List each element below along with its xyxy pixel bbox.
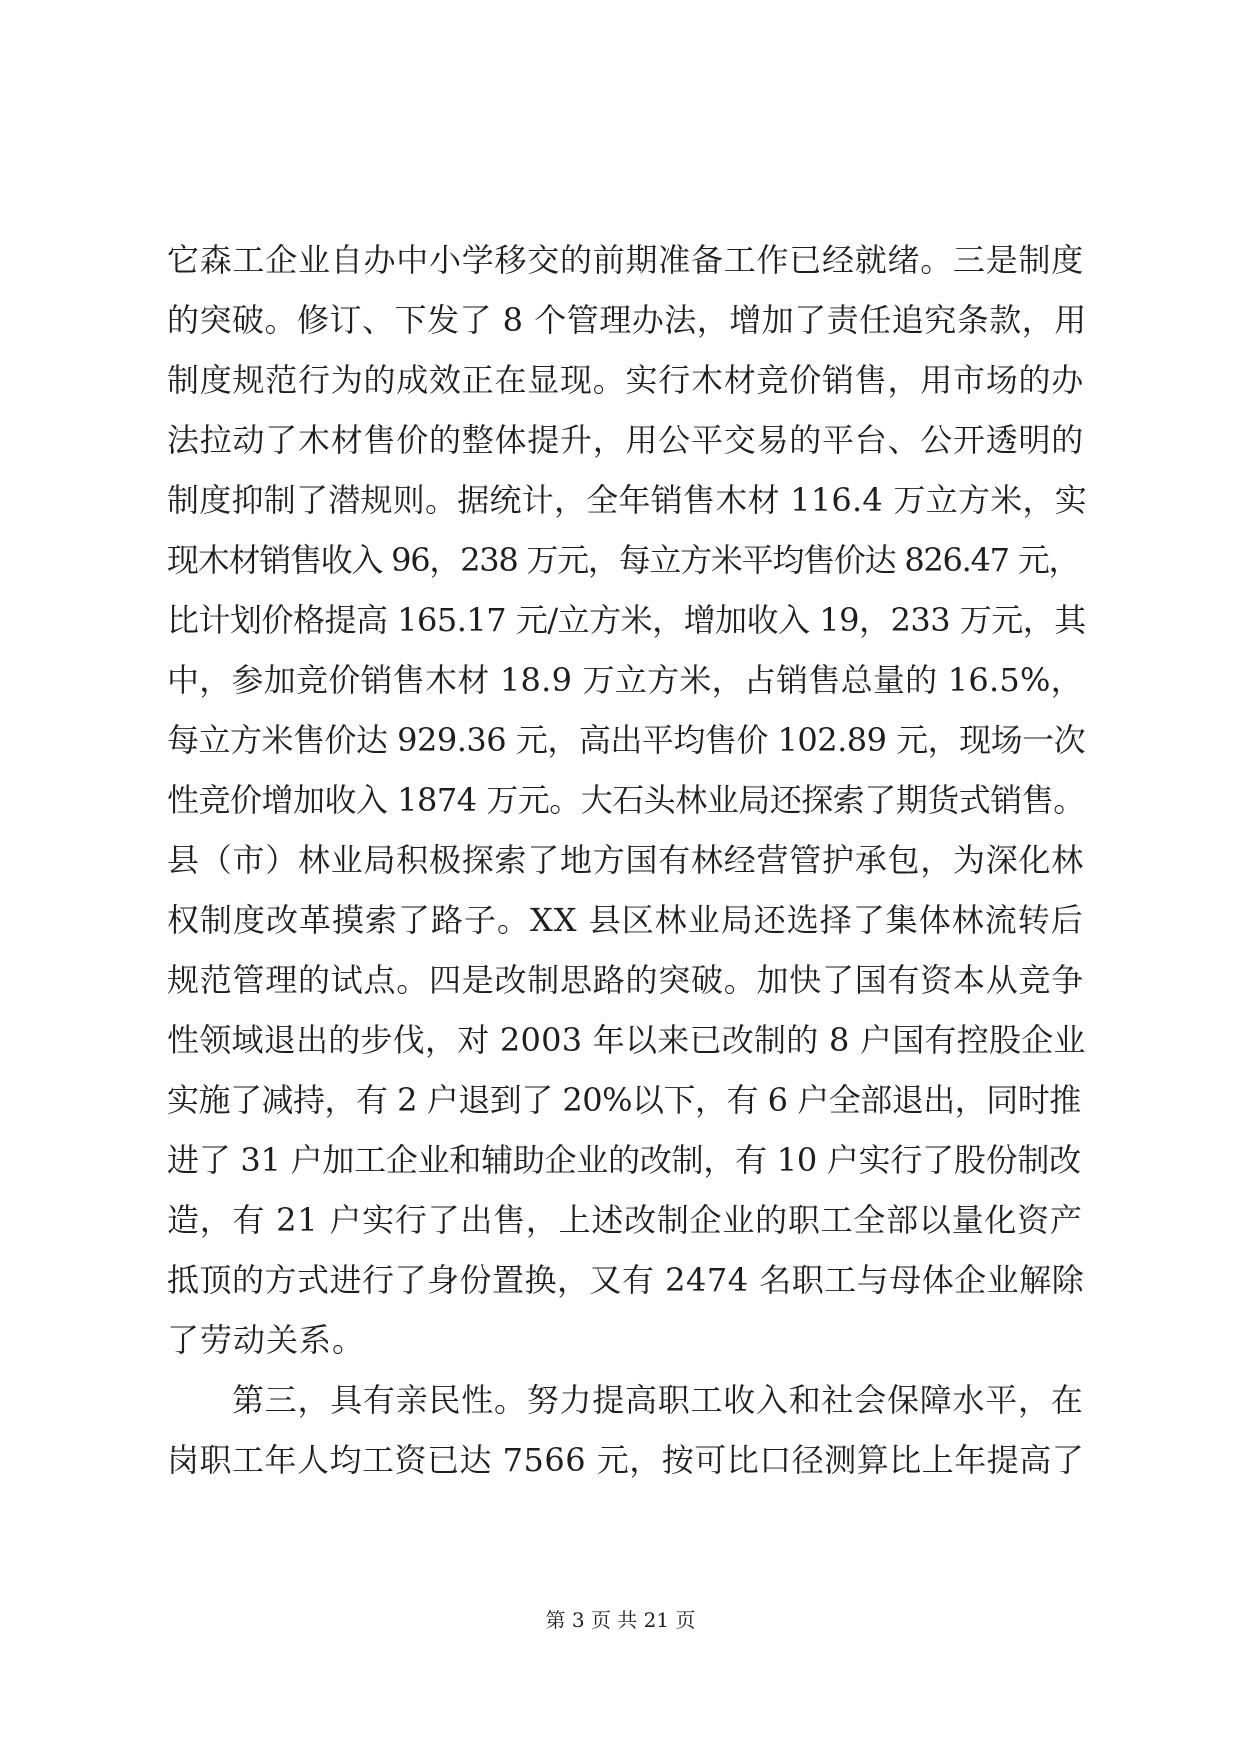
- page-footer: 第 3 页 共 21 页: [545, 1608, 696, 1632]
- paragraph-start-line: 第三，具有亲民性。努力提高职工收入和社会保障水平，在: [232, 1381, 1084, 1419]
- text-line: 抵顶的方式进行了身份置换，又有 2474 名职工与母体企业解除: [167, 1261, 1085, 1299]
- text-line: 每立方米售价达 929.36 元，高出平均售价 102.89 元，现场一次: [167, 721, 1086, 759]
- text-line: 性竞价增加收入 1874 万元。大石头林业局还探索了期货式销售。: [167, 781, 1085, 819]
- text-line: 比计划价格提高 165.17 元/立方米，增加收入 19，233 万元，其: [167, 601, 1086, 639]
- text-line: 中，参加竞价销售木材 18.9 万立方米，占销售总量的 16.5%，: [167, 661, 1083, 699]
- text-line: 规范管理的试点。四是改制思路的突破。加快了国有资本从竞争: [167, 961, 1085, 999]
- text-line: 法拉动了木材售价的整体提升，用公平交易的平台、公开透明的: [167, 421, 1085, 459]
- text-line: 了劳动关系。: [167, 1321, 366, 1359]
- text-line: 进了 31 户加工企业和辅助企业的改制，有 10 户实行了股份制改: [167, 1141, 1081, 1179]
- text-line: 权制度改革摸索了路子。XX 县区林业局还选择了集体林流转后: [167, 901, 1084, 939]
- text-line: 的突破。修订、下发了 8 个管理办法，增加了责任追究条款，用: [167, 301, 1087, 339]
- text-line: 制度规范行为的成效正在显现。实行木材竞价销售，用市场的办: [167, 361, 1085, 399]
- text-line: 县（市）林业局积极探索了地方国有林经营管护承包，为深化林: [167, 841, 1085, 879]
- text-line: 性领域退出的步伐，对 2003 年以来已改制的 8 户国有控股企业: [167, 1021, 1086, 1059]
- text-line: 实施了减持，有 2 户退到了 20%以下，有 6 户全部退出，同时推: [167, 1081, 1081, 1119]
- text-line: 它森工企业自办中小学移交的前期准备工作已经就绪。三是制度: [167, 241, 1085, 279]
- text-line: 造，有 21 户实行了出售，上述改制企业的职工全部以量化资产: [167, 1201, 1083, 1239]
- text-line: 岗职工年人均工资已达 7566 元，按可比口径测算比上年提高了: [167, 1441, 1085, 1479]
- text-line: 现木材销售收入 96，238 万元，每立方米平均售价达 826.47 元，: [167, 541, 1080, 579]
- text-line: 制度抑制了潜规则。据统计，全年销售木材 116.4 万立方米，实: [167, 481, 1087, 519]
